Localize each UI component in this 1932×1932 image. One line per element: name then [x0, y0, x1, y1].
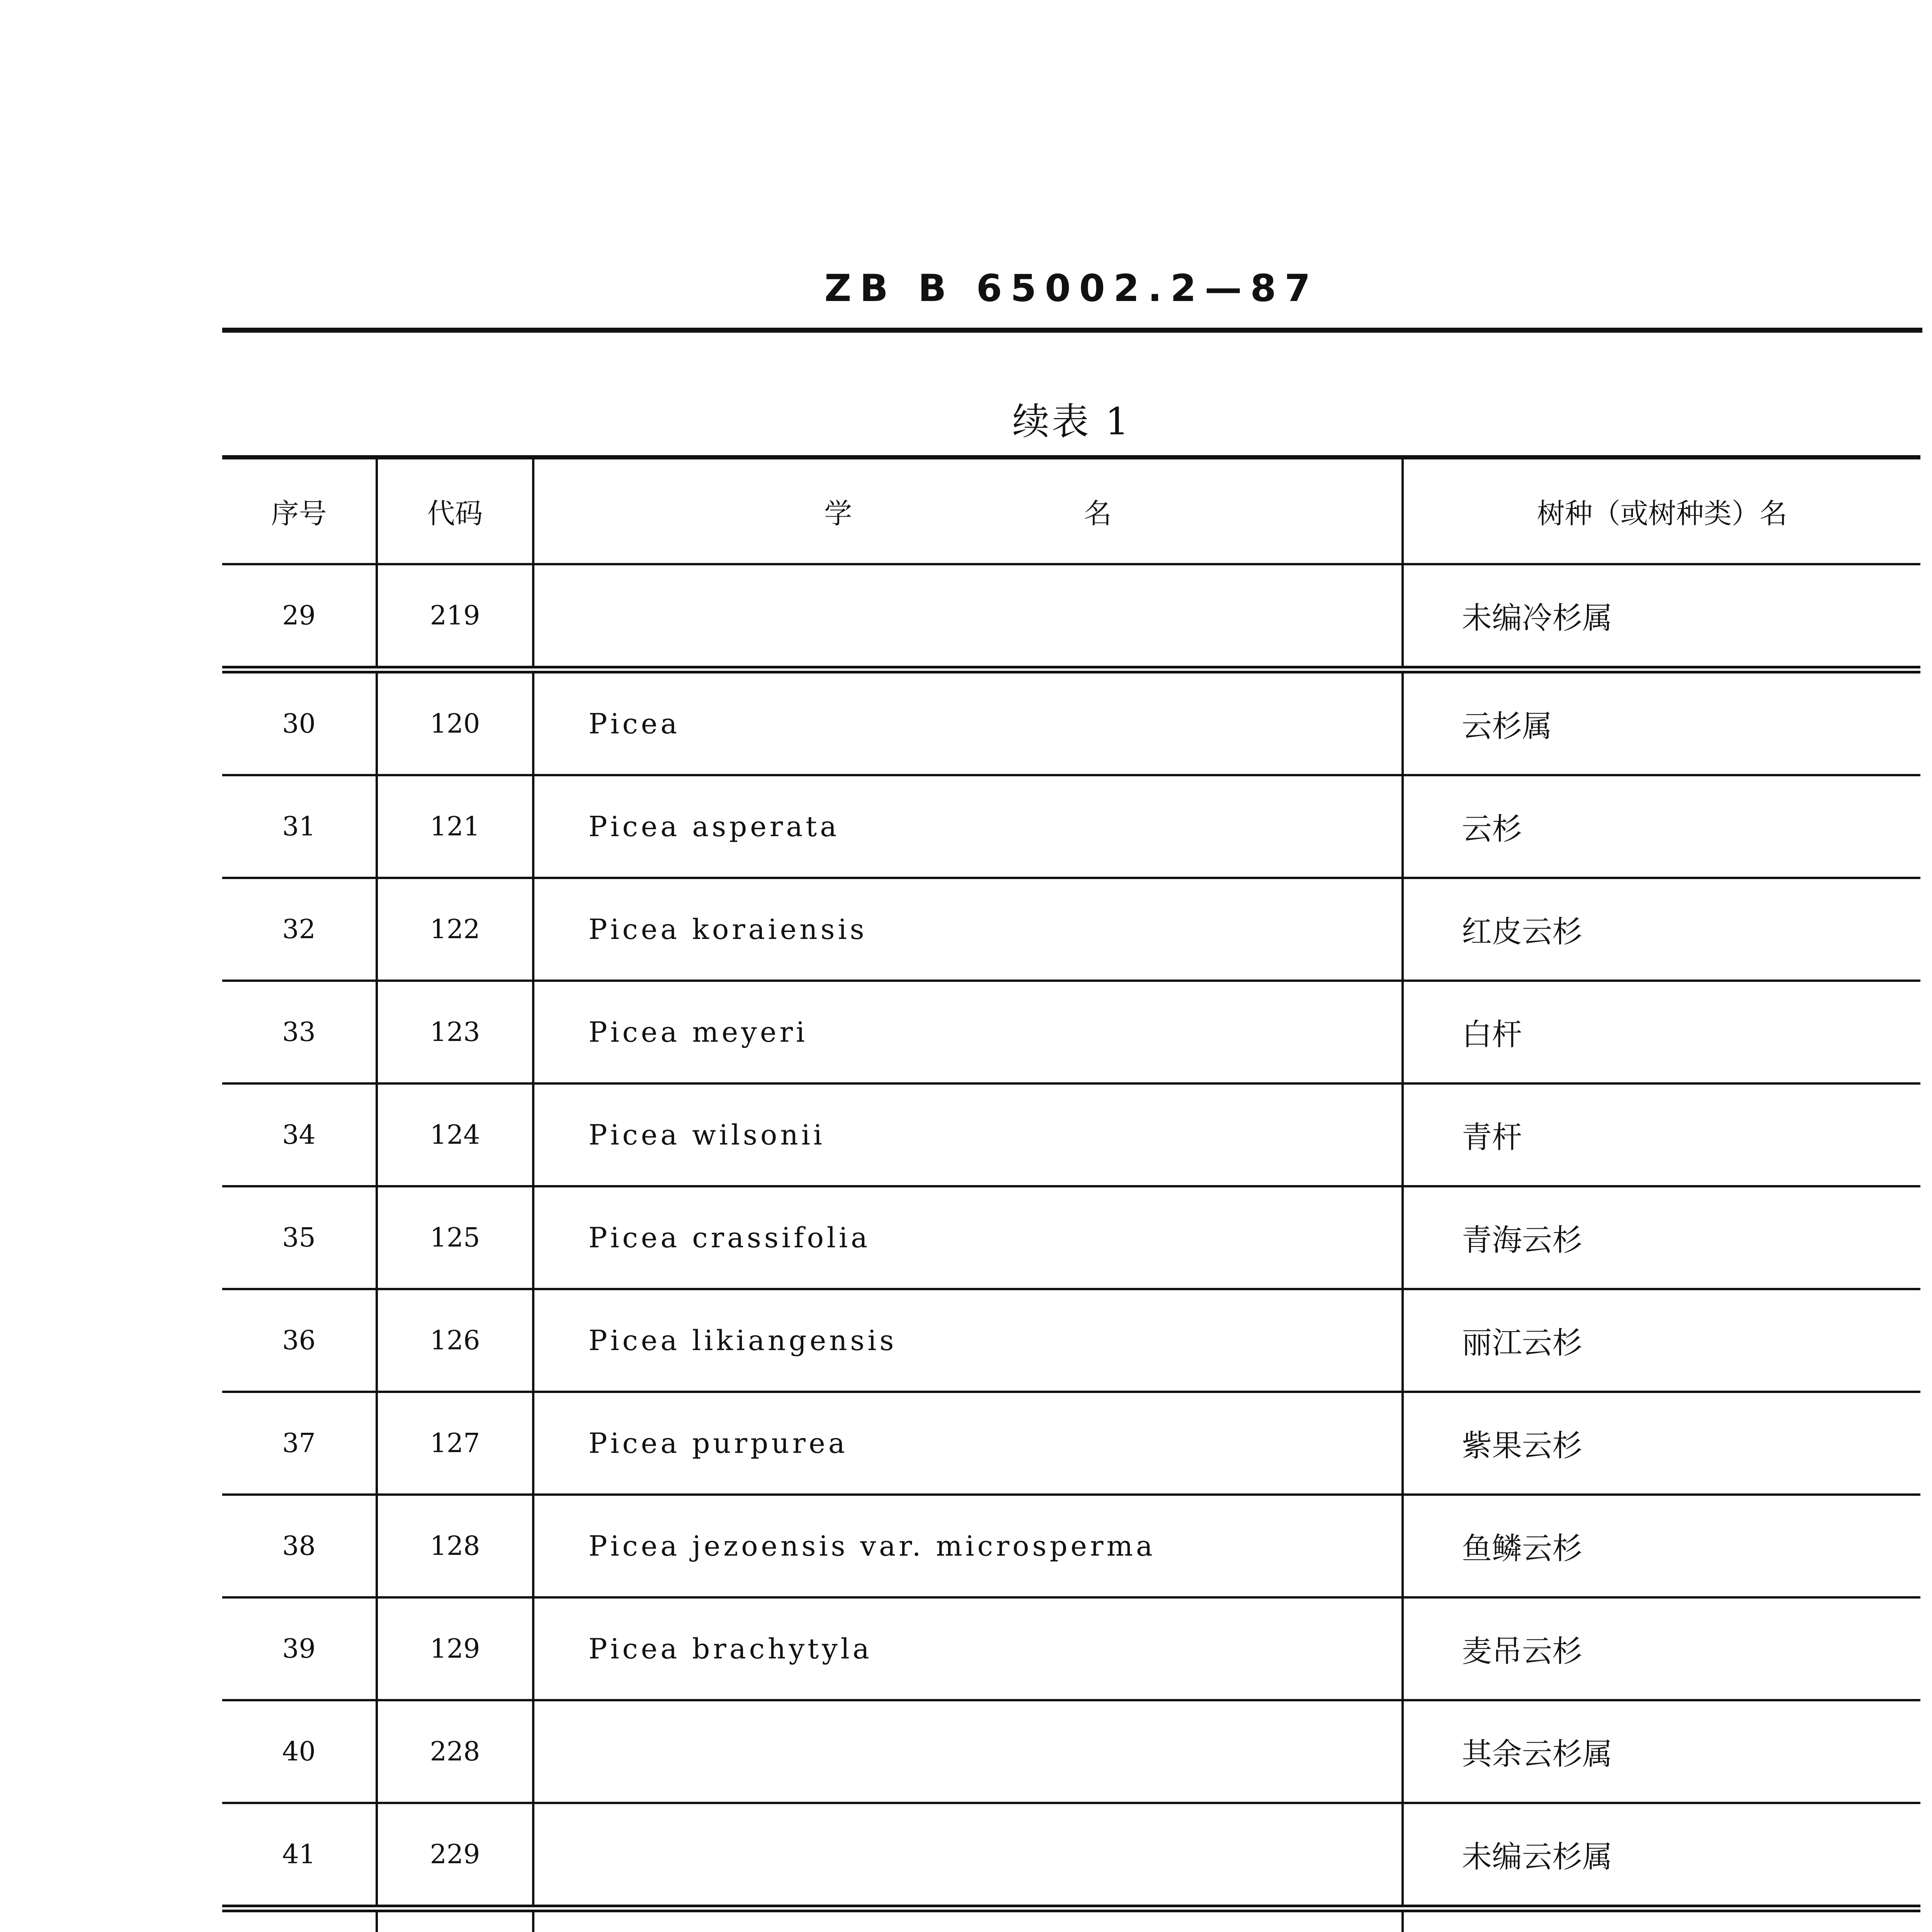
scientific-name-cell: Picea likiangensis — [533, 1289, 1403, 1392]
seq-cell: 31 — [222, 775, 377, 878]
seq-cell — [222, 1908, 377, 1932]
header-seq: 序号 — [222, 457, 377, 565]
species-name-cell: 未编冷杉属 — [1403, 564, 1920, 670]
table-row — [222, 1700, 1920, 1803]
scientific-name-cell: Picea — [533, 670, 1403, 775]
table-row — [222, 1803, 1920, 1908]
code-cell: 228 — [377, 1700, 533, 1803]
header-code: 代码 — [377, 457, 533, 565]
species-name-cell: 未编云杉属 — [1403, 1803, 1920, 1908]
table-row — [222, 981, 1920, 1083]
table-header-row — [222, 457, 1920, 565]
scientific-name-cell: Picea koraiensis — [533, 878, 1403, 981]
species-name-cell: 红皮云杉 — [1403, 878, 1920, 981]
species-name-cell: 白杆 — [1403, 981, 1920, 1083]
species-name-cell — [1403, 1908, 1920, 1932]
species-name-cell: 鱼鳞云杉 — [1403, 1495, 1920, 1597]
species-name-cell: 紫果云杉 — [1403, 1392, 1920, 1495]
standard-code: ZB B 65002.2—87 — [824, 267, 1319, 310]
code-cell: 124 — [377, 1083, 533, 1186]
table-row — [222, 878, 1920, 981]
scientific-name-cell — [533, 1908, 1403, 1932]
code-cell: 125 — [377, 1186, 533, 1289]
code-cell: 120 — [377, 670, 533, 775]
seq-cell: 35 — [222, 1186, 377, 1289]
table-row — [222, 1392, 1920, 1495]
seq-cell: 41 — [222, 1803, 377, 1908]
table-row — [222, 775, 1920, 878]
seq-cell: 39 — [222, 1597, 377, 1700]
seq-cell: 30 — [222, 670, 377, 775]
scientific-name-cell — [533, 1803, 1403, 1908]
seq-cell: 29 — [222, 564, 377, 670]
table-row — [222, 1908, 1920, 1932]
table-row — [222, 670, 1920, 775]
species-name-cell: 青杆 — [1403, 1083, 1920, 1186]
species-name-cell: 云杉 — [1403, 775, 1920, 878]
scientific-name-cell — [533, 1700, 1403, 1803]
species-name-cell: 云杉属 — [1403, 670, 1920, 775]
header-species-name: 树种（或树种类）名 — [1403, 457, 1920, 565]
code-cell: 128 — [377, 1495, 533, 1597]
code-cell: 219 — [377, 564, 533, 670]
scientific-name-cell: Picea purpurea — [533, 1392, 1403, 1495]
scientific-name-cell: Picea crassifolia — [533, 1186, 1403, 1289]
code-cell: 121 — [377, 775, 533, 878]
species-name-cell: 青海云杉 — [1403, 1186, 1920, 1289]
table-row — [222, 1495, 1920, 1597]
table-row — [222, 1597, 1920, 1700]
species-name-cell: 丽江云杉 — [1403, 1289, 1920, 1392]
code-cell: 123 — [377, 981, 533, 1083]
header-rule — [222, 328, 1922, 333]
table-row — [222, 1289, 1920, 1392]
header-sci-left: 学 — [824, 497, 852, 530]
table-caption: 续表 1 — [1012, 400, 1131, 443]
code-cell: 122 — [377, 878, 533, 981]
table-body — [222, 564, 1920, 1932]
seq-cell: 38 — [222, 1495, 377, 1597]
code-cell — [377, 1908, 533, 1932]
seq-cell: 33 — [222, 981, 377, 1083]
seq-cell: 34 — [222, 1083, 377, 1186]
code-cell: 126 — [377, 1289, 533, 1392]
table-row — [222, 1083, 1920, 1186]
seq-cell: 37 — [222, 1392, 377, 1495]
species-code-table — [222, 455, 1920, 1932]
scientific-name-cell: Picea wilsonii — [533, 1083, 1403, 1186]
seq-cell: 32 — [222, 878, 377, 981]
seq-cell: 40 — [222, 1700, 377, 1803]
code-cell: 229 — [377, 1803, 533, 1908]
header-sci-right: 名 — [1084, 497, 1112, 530]
code-cell: 127 — [377, 1392, 533, 1495]
table-row — [222, 1186, 1920, 1289]
scientific-name-cell — [533, 564, 1403, 670]
seq-cell: 36 — [222, 1289, 377, 1392]
scientific-name-cell: Picea meyeri — [533, 981, 1403, 1083]
scientific-name-cell: Picea asperata — [533, 775, 1403, 878]
scientific-name-cell: Picea brachytyla — [533, 1597, 1403, 1700]
code-cell: 129 — [377, 1597, 533, 1700]
scientific-name-cell: Picea jezoensis var. microsperma — [533, 1495, 1403, 1597]
header-scientific-name — [533, 457, 1403, 565]
table-row — [222, 564, 1920, 670]
species-name-cell: 麦吊云杉 — [1403, 1597, 1920, 1700]
species-name-cell: 其余云杉属 — [1403, 1700, 1920, 1803]
